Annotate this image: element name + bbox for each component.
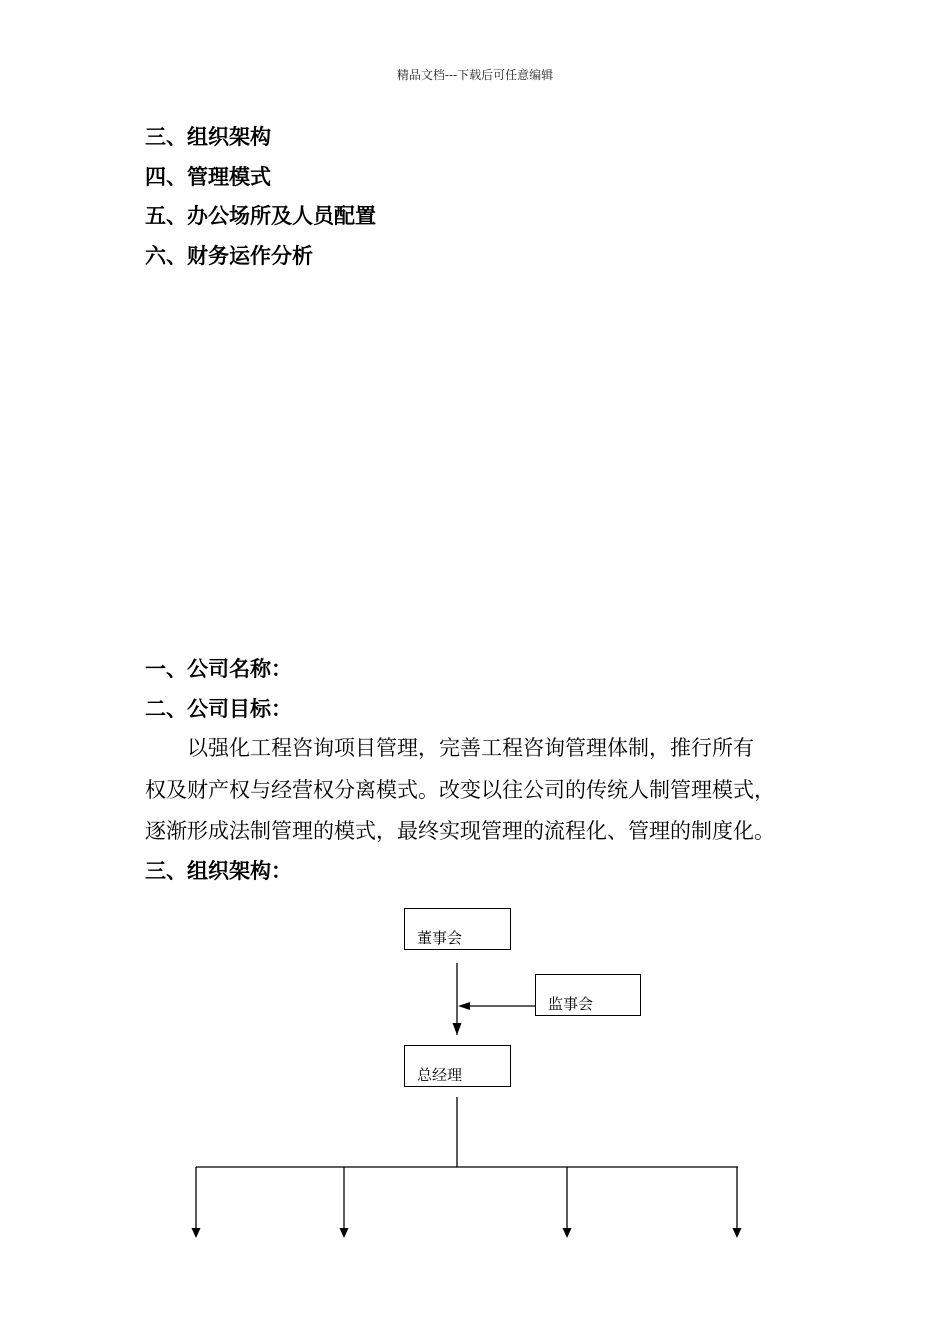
supervisors-arrowhead	[458, 1002, 470, 1010]
toc-item-management-mode: 四、管理模式	[145, 165, 271, 189]
heading-company-name: 一、公司名称：	[145, 657, 292, 681]
paragraph-line: 权及财产权与经营权分离模式。改变以往公司的传统人制管理模式，	[145, 778, 775, 802]
page-header: 精品文档---下载后可任意编辑	[396, 68, 554, 82]
paragraph-line: 逐渐形成法制管理的模式，最终实现管理的流程化、管理的制度化。	[145, 819, 775, 843]
org-label-board: 董事会	[417, 929, 463, 947]
heading-org-structure: 三、组织架构：	[145, 859, 292, 883]
toc-item-finance-analysis: 六、财务运作分析	[145, 244, 313, 268]
org-label-supervisors: 监事会	[548, 995, 594, 1013]
org-label-general-manager: 总经理	[417, 1066, 463, 1084]
heading-company-goal: 二、公司目标：	[145, 697, 292, 721]
branch-arrowhead-2	[340, 1228, 349, 1238]
org-box-board	[404, 908, 511, 950]
org-box-supervisors	[535, 974, 641, 1016]
branch-arrowhead-4	[733, 1228, 742, 1238]
paragraph-line: 以强化工程咨询项目管理，完善工程咨询管理体制，推行所有	[187, 736, 754, 760]
org-box-general-manager	[404, 1045, 511, 1087]
toc-item-org-structure: 三、组织架构	[145, 125, 271, 149]
board-to-gm-arrowhead	[453, 1023, 462, 1035]
toc-item-office-staffing: 五、办公场所及人员配置	[145, 204, 376, 228]
branch-arrowhead-1	[192, 1228, 201, 1238]
branch-arrowhead-3	[563, 1228, 572, 1238]
